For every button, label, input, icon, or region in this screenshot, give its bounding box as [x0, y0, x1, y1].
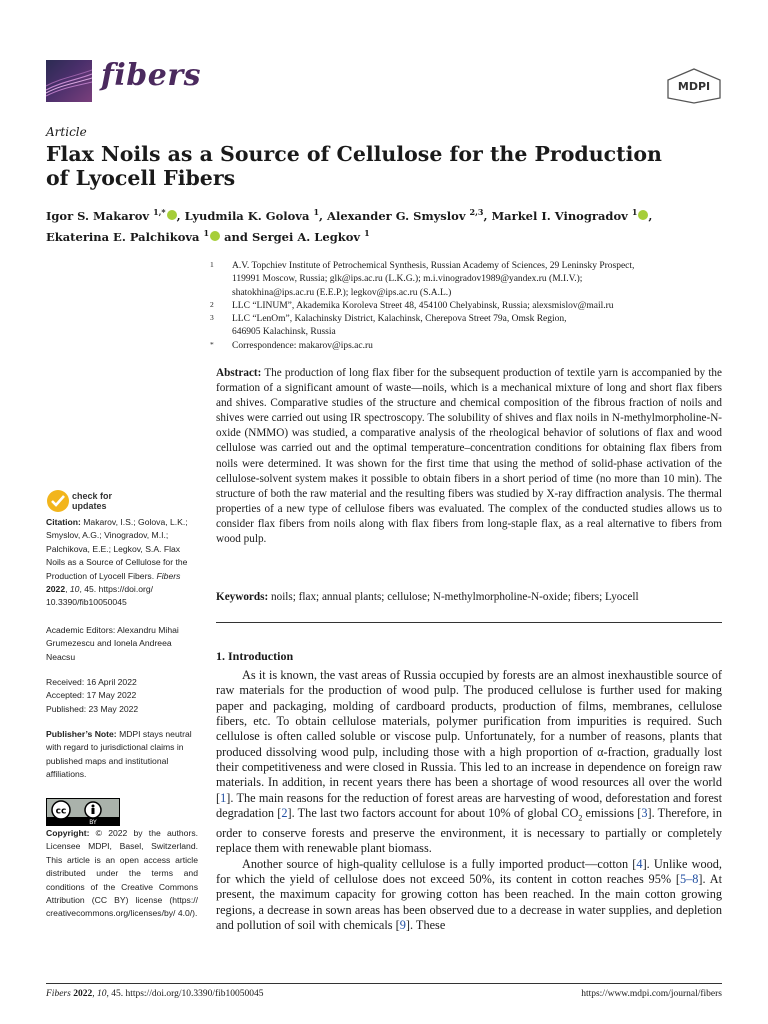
keywords — [216, 590, 722, 605]
author-affiliation-marker: 1,* — [153, 207, 166, 217]
section-heading: 1. Introduction — [216, 649, 294, 663]
affiliation-line: 119991 Moscow, Russia; glk@ips.ac.ru (L.K.G.); m.i.vinogradov1989@yandex.ru (M.I.V.); — [232, 274, 583, 285]
author-and: and — [220, 229, 252, 244]
citation-link[interactable]: 4 — [636, 856, 643, 871]
author-affiliation-marker: 1 — [203, 227, 210, 238]
cc-by-icon — [47, 799, 119, 825]
date-received: Received: 16 April 2022 — [46, 677, 137, 687]
orcid-icon[interactable] — [638, 210, 648, 220]
citation-link[interactable]: 5–8 — [679, 871, 699, 886]
journal-logo — [46, 60, 92, 102]
citation-doi[interactable]: , 45. https://doi.org/ 10.3390/fib10050045 — [46, 584, 154, 608]
abstract-label: Abstract: — [216, 367, 262, 379]
mdpi-logo-text: MDPI — [677, 80, 711, 93]
author-name[interactable]: Alexander G. Smyslov — [327, 208, 470, 223]
divider — [216, 622, 722, 623]
affiliation-line: 646905 Kalachinsk, Russia — [232, 327, 336, 338]
copyright-text: © 2022 by the authors. Licensee MDPI, Basel, Switzerland. This article is an open access article distributed under the terms and conditions of the Creative Commons Attribution (CC BY) license (https:// creativecommons.org/licenses/by/ 4.0/). — [46, 828, 199, 919]
cc-text: cc — [55, 806, 67, 817]
orcid-icon[interactable] — [210, 231, 220, 241]
date-accepted: Accepted: 17 May 2022 — [46, 690, 137, 701]
date-published: Published: 23 May 2022 — [46, 703, 139, 714]
article-type: Article — [46, 125, 87, 139]
paragraph-2: Another source of high-quality cellulose is a fully imported product—cotton [4]. Unlike wood, for which the yield of cellulose does not exceed 50%, its content in cotton reaches 95% [5–8]. At present, the maximum capacity for growing cotton has been reached. In the main cotton growing regions, a decrease in sown areas has been observed due to a decrease in water supplies, and depletion and pollution of soil with chemicals [9]. These — [216, 856, 722, 932]
author-name[interactable]: Igor S. Makarov — [46, 208, 154, 223]
affiliation-item — [210, 260, 720, 300]
footer-divider — [46, 983, 722, 984]
article-title: Flax Noils as a Source of Cellulose for the Production of Lyocell Fibers — [46, 142, 662, 190]
author-affiliation-marker: 1 — [313, 207, 320, 217]
footer-journal-url[interactable]: https://www.mdpi.com/journal/fibers — [581, 989, 722, 999]
author-affiliation-marker: 1 — [364, 227, 370, 238]
footer-volume: 10 — [96, 989, 107, 999]
affiliation-line: LLC “LINUM”, Akademika Koroleva Street 48, 454100 Chelyabinsk, Russia; alexsmislov@mail.ru — [232, 300, 614, 311]
citation-link[interactable]: 3 — [641, 806, 648, 821]
abstract-text: The production of long flax fiber for the subsequent production of textile yarn is accompanied by the formation of a significant amount of waste—noils, which is a mechanical mixture of long and short flax fibers and shives. Comparative studies of the structure and chemical composition of the fibrous fraction of noils and shives were carried out using IR spectroscopy. The solubility of shives and flax noils in N-methylmorpholine-N-oxide (NMMO) was studied, a comparative analysis of the rheological behavior of solutions of flax and wood cellulose was carried out and the optimal temperature–concentration conditions for obtaining flax fibers from noils were determined. It was shown for the first time that using the method of solid-phase activation of the cellulose-solvent system makes it possible to obtain fibers in a short period of time (no more than 10 min). The structure of both the raw material and the resulting fibers was studied by X-ray diffraction analysis. The thermal properties of a new type of cellulose fibers was evaluated. The complex of the conducted studies allows us to consider flax fibers from noils along with flax fibers from long-staple flax, as a real alternative to fibers from wood pulp. — [216, 367, 722, 546]
citation-journal: Fibers — [156, 570, 181, 581]
footer-doi[interactable]: , 45. https://doi.org/10.3390/fib10050045 — [106, 989, 264, 999]
affiliation-line: A.V. Topchiev Institute of Petrochemical Synthesis, Russian Academy of Sciences, 29 Leninsky Prospect, — [232, 261, 635, 271]
author-name[interactable]: Lyudmila K. Golova — [184, 208, 314, 223]
cc-by-license-badge[interactable] — [46, 798, 120, 826]
abstract — [216, 366, 722, 547]
author-affiliation-marker: 2,3 — [469, 207, 484, 217]
orcid-icon[interactable] — [167, 210, 177, 220]
citation-text: Makarov, I.S.; Golova, L.K.; Smyslov, A.G.; Vinogradov, M.I.; Palchikova, E.E.; Legkov, S.A. Flax Noils as a Source of Cellulose for the Production of Lyocell Fibers. — [46, 517, 188, 581]
check-line-2: updates — [72, 501, 107, 511]
publisher-note — [46, 728, 198, 782]
dates — [46, 676, 198, 716]
footer-year: 2022 — [73, 989, 93, 999]
affiliation-number: * — [210, 339, 214, 349]
citation-link[interactable]: 1 — [220, 790, 227, 805]
footer-journal: Fibers — [46, 989, 71, 999]
keywords-label: Keywords: — [216, 591, 269, 603]
check-line-1: check for — [72, 491, 113, 501]
citation-label: Citation: — [46, 517, 81, 527]
keywords-text: noils; flax; annual plants; cellulose; N-methylmorpholine-N-oxide; fibers; Lyocell — [271, 591, 639, 603]
affiliation-number: 1 — [210, 260, 214, 269]
affiliation-number: 2 — [210, 299, 214, 309]
affiliation-line: Correspondence: makarov@ips.ac.ru — [232, 340, 373, 351]
publisher-note-label: Publisher’s Note: — [46, 729, 117, 739]
author-affiliation-marker: 1 — [631, 207, 638, 217]
author-name[interactable]: Sergei A. Legkov — [251, 229, 365, 244]
journal-name[interactable]: fibers — [101, 58, 202, 93]
copyright — [46, 827, 198, 921]
citation-link[interactable]: 9 — [399, 917, 406, 932]
fiber-swoosh-icon — [46, 60, 92, 102]
affiliation-line: LLC “LenOm”, Kalachinsky District, Kalachinsk, Cherepova Street 79a, Omsk Region, — [232, 314, 567, 325]
author-name[interactable]: Markel I. Vinogradov — [491, 208, 632, 223]
affiliations — [210, 260, 720, 353]
publisher-note-text: MDPI stays neutral with regard to jurisdictional claims in published maps and institutional affiliations. — [46, 729, 192, 780]
author-line-1: Igor S. Makarov $^{1,*}$ , Lyudmila K. Golova $^1$, Alexander G. Smyslov $^{2,3}$, Markel I. Vinogradov $^1$ , — [46, 207, 653, 223]
author-name[interactable]: Ekaterina E. Palchikova — [46, 229, 204, 244]
affiliation-item — [210, 300, 720, 313]
academic-editors: Academic Editors: Alexandru Mihai Grumezescu and Ionela Andreea Neacsu — [46, 625, 179, 662]
author-line-2 — [46, 225, 726, 246]
by-text: BY — [89, 819, 97, 825]
subscript: 2 — [578, 813, 583, 823]
affiliation-item — [210, 313, 720, 340]
affiliation-item — [210, 340, 720, 353]
copyright-label: Copyright: — [46, 828, 90, 838]
citation-link[interactable]: 2 — [281, 806, 288, 821]
citation: Citation: Makarov, I.S.; Golova, L.K.; Smyslov, A.G.; Vinogradov, M.I.; Palchikova, E.E.; Legkov, S.A. Flax Noils as a Source of Cellulose for the Production of Lyocell Fibers. Fibers 2022, 10, 45. https://doi.org/ 10.3390/fib10050045 — [46, 517, 188, 608]
citation-volume: 10 — [69, 584, 80, 595]
check-for-updates-icon[interactable] — [46, 489, 70, 513]
check-for-updates-text[interactable] — [72, 491, 112, 511]
footer-citation: Fibers 2022, 10, 45. https://doi.org/10.3390/fib10050045 — [46, 989, 264, 999]
affiliation-line: shatokhina@ips.ac.ru (E.E.P.); legkov@ips.ac.ru (S.A.L.) — [232, 287, 452, 298]
affiliation-number: 3 — [210, 313, 214, 323]
body-text — [216, 668, 722, 933]
author-list — [46, 204, 726, 246]
paragraph-1: As it is known, the vast areas of Russia occupied by forests are an almost inexhaustible source of raw materials for the production of wood pulp. The produced cellulose is further used for making paper and packaging, molding of cardboard products, production of films, membranes, cellulose fibers, etc. To obtain cellulose materials, polymer purification from impurities is required. Such cellulose is often called soluble or viscose pulp. Unfortunately, for a number of reasons, plants that produced dissolving wood pulp, including those with a high proportion of α-fraction, gradually lost their competitiveness and were closed in Russia. This led to an increase in dependence on foreign raw materials. In addition, in recent years there has been a shortage of wood resources all over the world [1]. The main reasons for the reduction of forest areas are harvesting of wood, deforestation and forest degradation [2]. The last two factors account for about 10% of global $CO_2$ emissions [3]. Therefore, in order to conserve forests and preserve the environment, it is necessary to partially or completely replace them with renewable plant biomass. — [216, 668, 723, 856]
citation-year: 2022 — [46, 584, 66, 595]
